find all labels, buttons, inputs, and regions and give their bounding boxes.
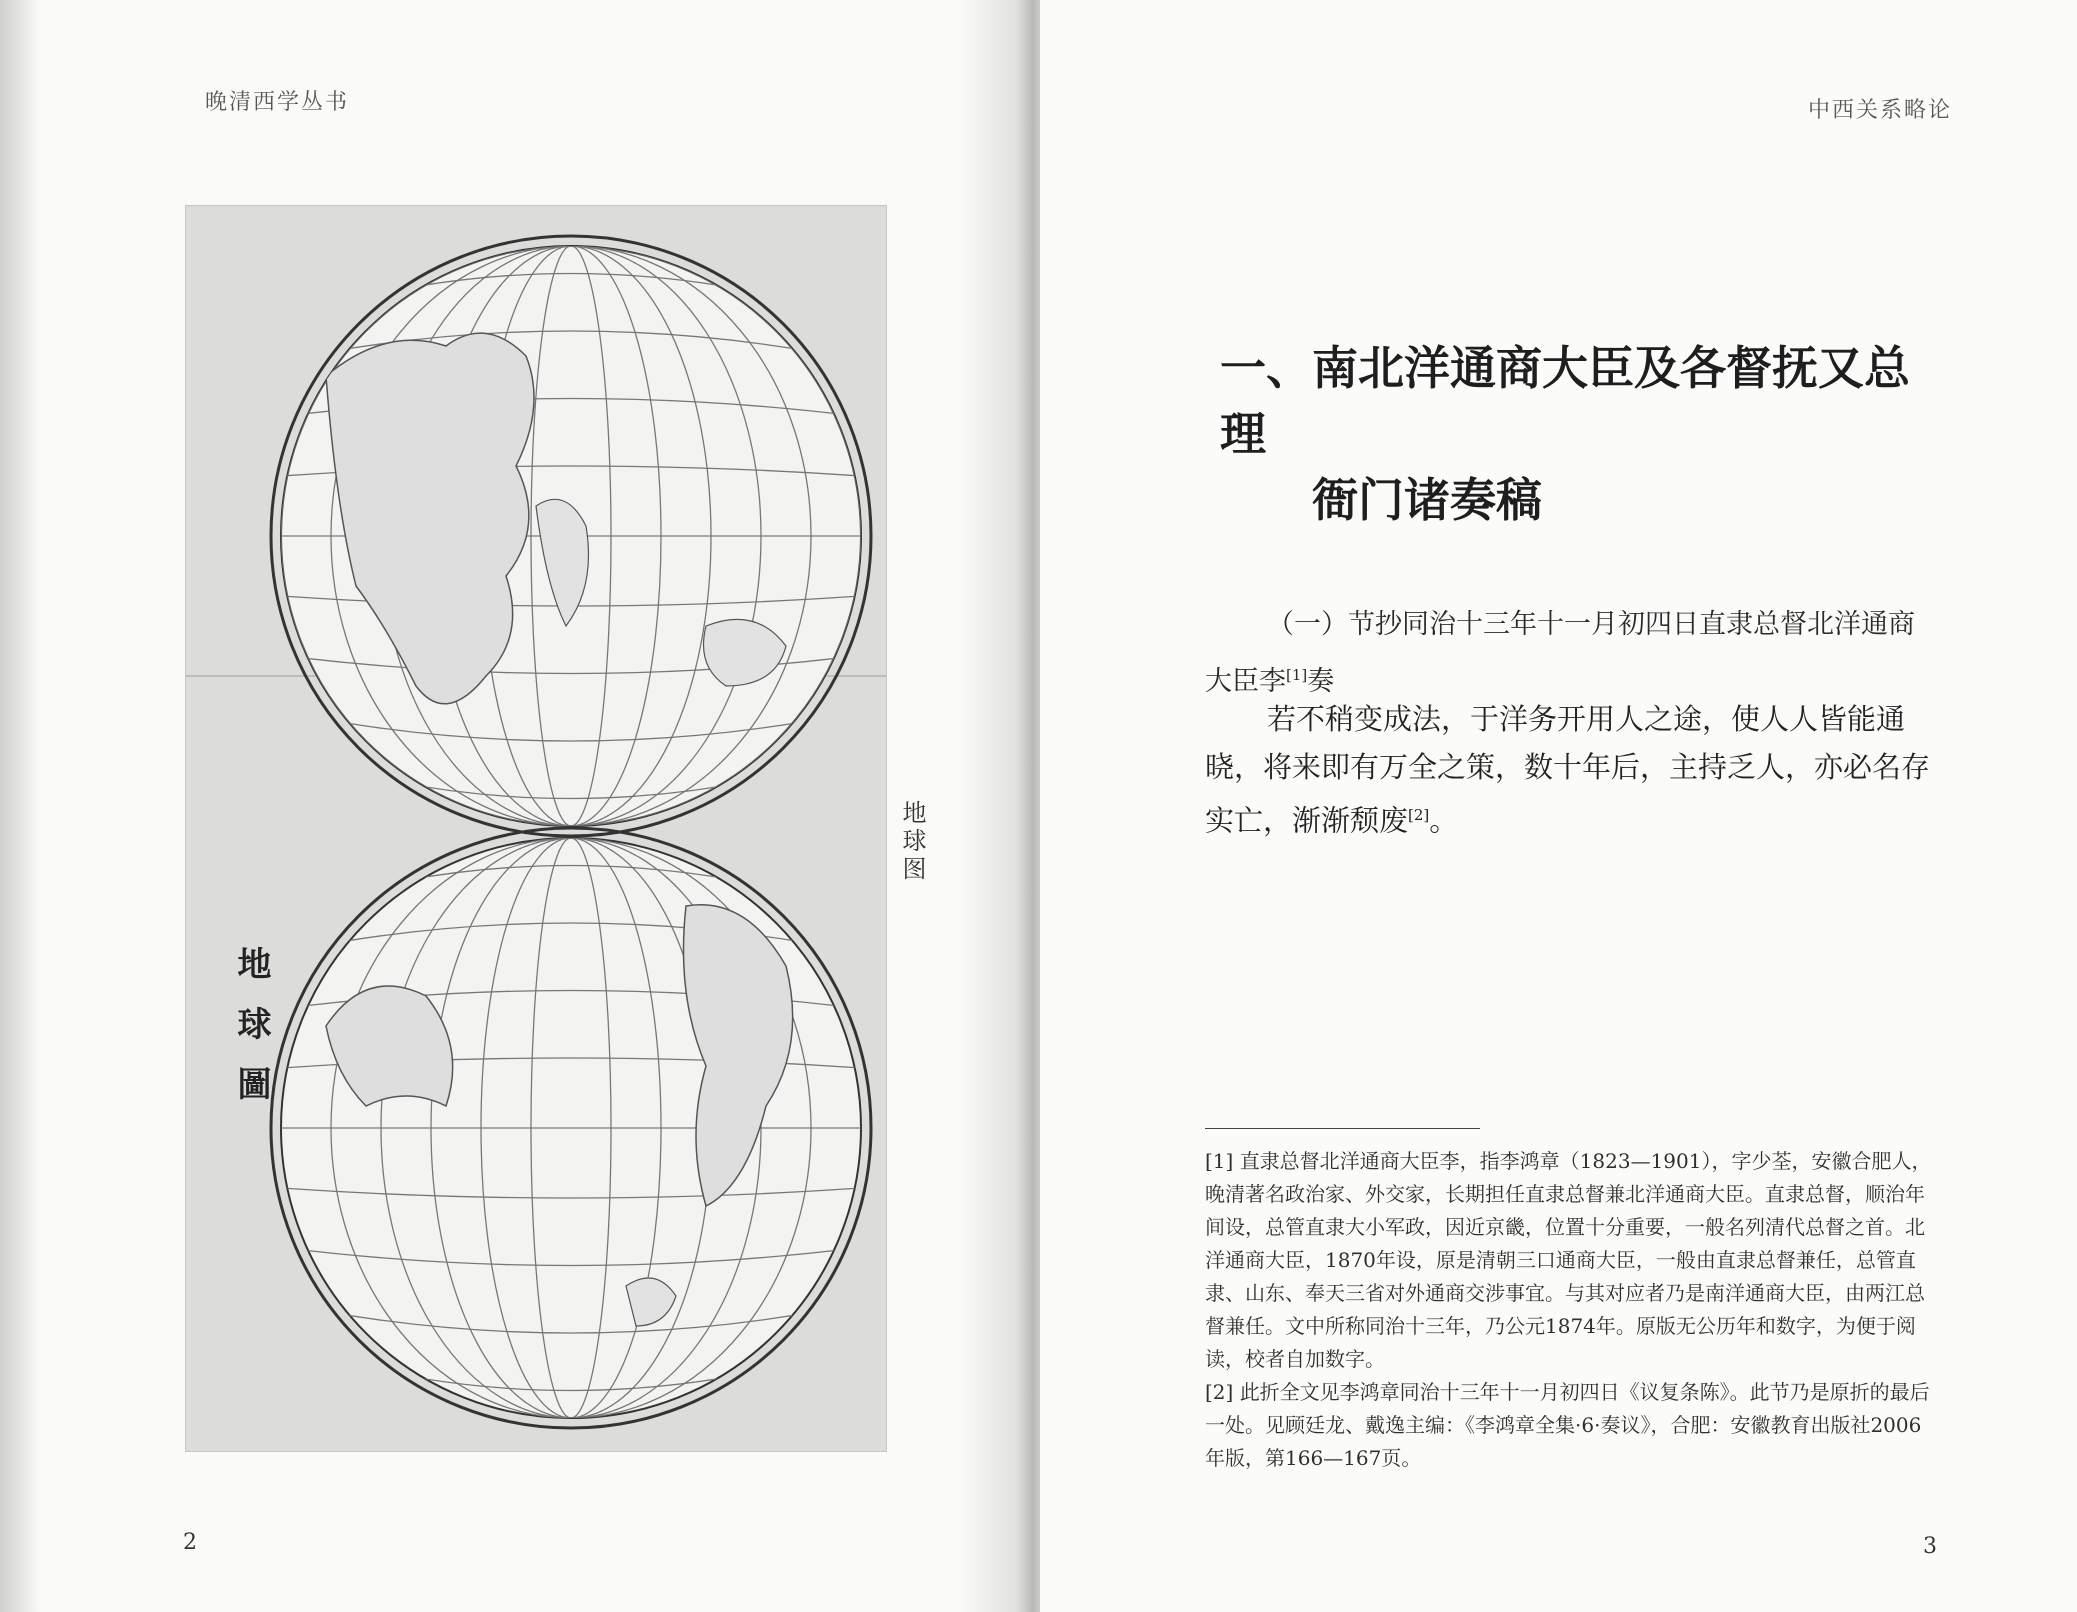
heading-line-1: 一、南北洋通商大臣及各督抚又总理	[1220, 341, 1910, 461]
western-hemisphere	[271, 828, 871, 1428]
world-map-plate	[185, 205, 887, 1452]
footnote-ref-2: [2]	[1408, 806, 1430, 824]
section-heading	[1220, 335, 1940, 533]
footnotes	[1205, 1145, 1940, 1475]
subhead-tail: 奏	[1307, 666, 1335, 697]
double-hemisphere-map	[186, 206, 886, 1451]
running-head-right: 中西关系略论	[1808, 98, 1953, 123]
page-number-right: 3	[1923, 1534, 1937, 1559]
running-head-left: 晚清西学丛书	[205, 90, 350, 115]
page-number-left: 2	[183, 1530, 197, 1555]
footnote-ref-1: [1]	[1286, 666, 1308, 684]
footnote-2: [2] 此折全文见李鸿章同治十三年十一月初四日《议复条陈》。此节乃是原折的最后一处。见顾廷龙、戴逸主编：《李鸿章全集·6·奏议》，合肥：安徽教育出版社2006年版，第166—167页。	[1205, 1380, 1930, 1470]
page-edge-shadow	[0, 0, 40, 1612]
heading-line-2: 衙门诸奏稿	[1312, 473, 1542, 527]
eastern-hemisphere	[271, 236, 871, 836]
body-text: 若不稍变成法，于洋务开用人之途，使人人皆能通晓，将来即有万全之策，数十年后，主持乏人，亦必名存实亡，渐渐颓废	[1205, 702, 1931, 838]
subhead-text: （一）节抄同治十三年十一月初四日直隶总督北洋通商大臣李	[1205, 609, 1915, 697]
map-title: 地球圖	[231, 946, 271, 1126]
document-subheading	[1205, 600, 1940, 707]
footnote-rule	[1205, 1128, 1480, 1129]
footnote-1: [1] 直隶总督北洋通商大臣李，指李鸿章（1823—1901），字少荃，安徽合肥人，晚清著名政治家、外交家，长期担任直隶总督兼北洋通商大臣。直隶总督，顺治年间设，总管直隶大小军政，因近京畿，位置十分重要，一般名列清代总督之首。北洋通商大臣，1870年设，原是清朝三口通商大臣，一般由直隶总督兼任，总管直隶、山东、奉天三省对外通商交涉事宜。与其对应者乃是南洋通商大臣，由两江总督兼任。文中所称同治十三年，乃公元1874年。原版无公历年和数字，为便于阅读，校者自加数字。	[1205, 1149, 1932, 1371]
body-paragraph	[1205, 695, 1940, 845]
map-caption: 地球图	[898, 800, 926, 884]
body-tail: 。	[1429, 803, 1459, 838]
